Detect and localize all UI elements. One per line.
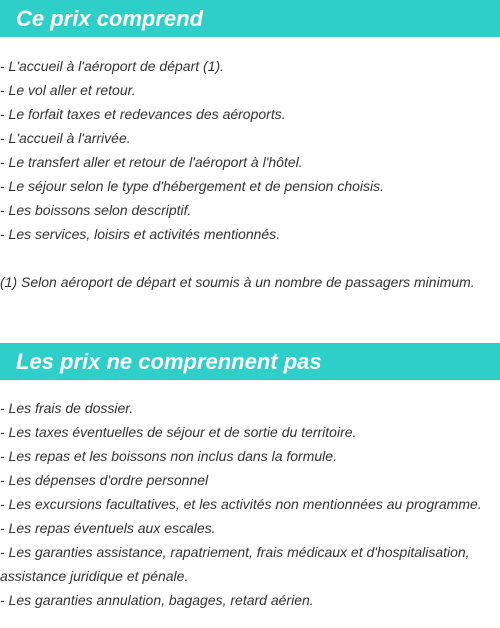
list-item: - Le transfert aller et retour de l'aéroport à l'hôtel. xyxy=(0,154,303,170)
list-item: - Les repas et les boissons non inclus dans la formule. xyxy=(0,448,337,464)
footnote: (1) Selon aéroport de départ et soumis à un nombre de passagers minimum. xyxy=(0,274,475,290)
price-excludes-list xyxy=(0,396,500,612)
list-item: - Les frais de dossier. xyxy=(0,400,134,416)
list-item: - Le vol aller et retour. xyxy=(0,82,136,98)
list-item: - Les excursions facultatives, et les activités non mentionnées au programme. xyxy=(0,496,482,512)
list-item: - L'accueil à l'arrivée. xyxy=(0,130,131,146)
price-includes-section xyxy=(0,0,500,290)
price-includes-list xyxy=(0,54,500,246)
list-item: - Les garanties annulation, bagages, retard aérien. xyxy=(0,592,314,608)
list-item: - Les garanties assistance, rapatriement, frais médicaux et d'hospitalisation, assistance juridique et pénale. xyxy=(0,544,470,584)
list-item: - Les repas éventuels aux escales. xyxy=(0,520,216,536)
list-item: - Les services, loisirs et activités mentionnés. xyxy=(0,226,281,242)
list-item: - Les taxes éventuelles de séjour et de sortie du territoire. xyxy=(0,424,357,440)
price-excludes-title: Les prix ne comprennent pas xyxy=(0,343,500,380)
list-item: - Le forfait taxes et redevances des aéroports. xyxy=(0,106,286,122)
list-item: - Les boissons selon descriptif. xyxy=(0,202,192,218)
list-item: - Le séjour selon le type d'hébergement et de pension choisis. xyxy=(0,178,385,194)
price-includes-title: Ce prix comprend xyxy=(0,0,500,37)
list-item: - L'accueil à l'aéroport de départ (1). xyxy=(0,58,225,74)
list-item: - Les dépenses d'ordre personnel xyxy=(0,472,209,488)
price-excludes-section xyxy=(0,343,500,608)
